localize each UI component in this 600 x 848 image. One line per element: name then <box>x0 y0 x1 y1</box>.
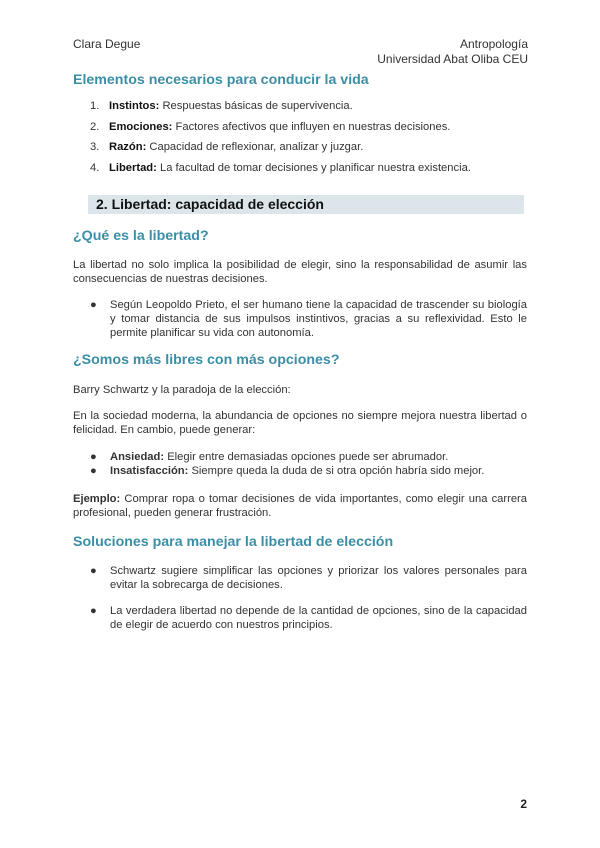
page-number: 2 <box>520 797 527 811</box>
list-item: 1. Instintos: Respuestas básicas de supervivencia. <box>90 100 353 112</box>
paragraph: La libertad no solo implica la posibilidad de elegir, sino la responsabilidad de asumir las consecuencias de nuestras decisiones. <box>73 259 527 285</box>
header-author: Clara Degue <box>73 37 141 51</box>
list-item: ● Según Leopoldo Prieto, el ser humano tiene la capacidad de trascender su biología y tomar distancia de sus impulsos instintivos, gracias a su reflexividad. Esto le permite planificar su vida con autonomía. <box>90 299 527 339</box>
bullet-icon: ● <box>90 451 97 463</box>
numbered-list <box>90 100 530 182</box>
list-item: 4. Libertad: La facultad de tomar decisiones y planificar nuestra existencia. <box>90 161 471 174</box>
list-item: ● La verdadera libertad no depende de la cantidad de opciones, sino de la capacidad de elegir de acuerdo con nuestros principios. <box>90 605 527 631</box>
example-paragraph: Ejemplo: Comprar ropa o tomar decisiones de vida importantes, como elegir una carrera profesional, pueden generar frustración. <box>73 493 527 519</box>
bullet-list <box>90 298 527 340</box>
paragraph: Barry Schwartz y la paradoja de la elección: <box>73 384 291 396</box>
bullet-icon: ● <box>90 605 97 617</box>
list-item: ● Schwartz sugiere simplificar las opciones y priorizar los valores personales para evitar la sobrecarga de decisiones. <box>90 565 527 591</box>
section-heading-bar <box>88 195 524 214</box>
header-subject: Antropología <box>459 37 528 51</box>
header-university: Universidad Abat Oliba CEU <box>377 52 528 66</box>
list-item: ● Ansiedad: Elegir entre demasiadas opciones puede ser abrumador. <box>90 451 449 463</box>
paragraph: En la sociedad moderna, la abundancia de opciones no siempre mejora nuestra libertad o felicidad. En cambio, puede generar: <box>73 410 527 436</box>
section-title-soluciones: Soluciones para manejar la libertad de elección <box>73 534 394 550</box>
section-title-elementos: Elementos necesarios para conducir la vida <box>73 72 369 88</box>
section-title-somos: ¿Somos más libres con más opciones? <box>73 352 340 368</box>
bullet-list <box>90 450 527 478</box>
bullet-icon: ● <box>90 565 97 577</box>
header-right <box>377 37 528 67</box>
bullet-icon: ● <box>90 299 97 311</box>
section-heading: 2. Libertad: capacidad de elección <box>96 196 324 212</box>
list-item: ● Insatisfacción: Siempre queda la duda de si otra opción habría sido mejor. <box>90 465 485 477</box>
list-item: 3. Razón: Capacidad de reflexionar, analizar y juzgar. <box>90 141 364 153</box>
section-title-que-es: ¿Qué es la libertad? <box>73 228 209 244</box>
bullet-list <box>90 564 527 632</box>
bullet-icon: ● <box>90 465 97 477</box>
list-item: 2. Emociones: Factores afectivos que influyen en nuestras decisiones. <box>90 120 451 133</box>
